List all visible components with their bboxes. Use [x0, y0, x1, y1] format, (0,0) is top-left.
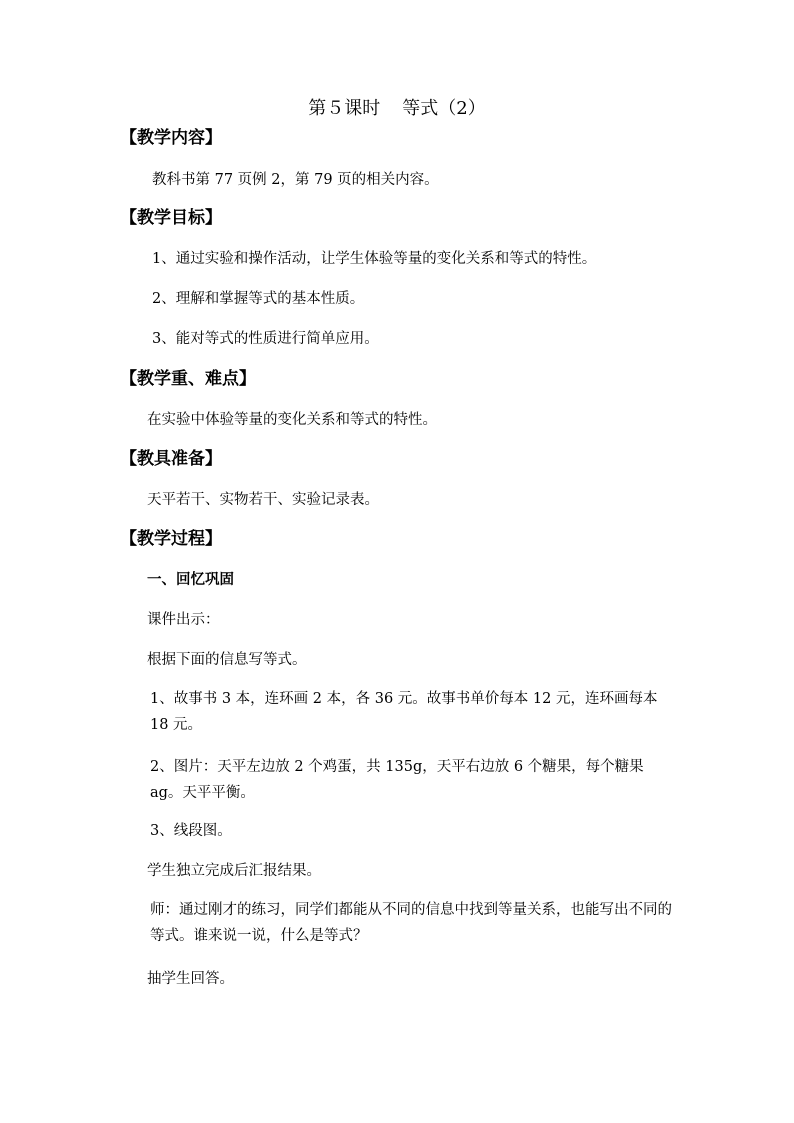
heading-teaching-process: 【教学过程】	[120, 529, 222, 549]
goal-item-1: 1、通过实验和操作活动，让学生体验等量的变化关系和等式的特性。	[152, 251, 597, 267]
process-teacher-question: 师：通过刚才的练习，同学们都能从不同的信息中找到等量关系，也能写出不同的等式。谁来说一说，什么是等式？	[150, 902, 672, 944]
process-student-answer: 抽学生回答。	[147, 971, 234, 987]
heading-key-points: 【教学重、难点】	[120, 369, 256, 389]
process-student-report: 学生独立完成后汇报结果。	[147, 863, 321, 879]
process-courseware-line: 课件出示：	[147, 612, 220, 628]
teaching-content-text: 教科书第 77 页例 2，第 79 页的相关内容。	[152, 172, 439, 188]
process-subheading-review: 一、回忆巩固	[147, 571, 234, 588]
title-lesson: 第５课时	[308, 98, 381, 119]
teaching-tools-text: 天平若干、实物若干、实验记录表。	[147, 492, 379, 508]
key-points-text: 在实验中体验等量的变化关系和等式的特性。	[147, 412, 437, 428]
process-item-3: 3、线段图。	[150, 823, 232, 839]
title-topic: 等式（2）	[402, 98, 486, 119]
process-instruction-line: 根据下面的信息写等式。	[147, 652, 307, 668]
page-title	[0, 96, 794, 122]
heading-teaching-tools: 【教具准备】	[120, 449, 222, 469]
goal-item-3: 3、能对等式的性质进行简单应用。	[152, 331, 379, 347]
process-item-1: 1、故事书 3 本，连环画 2 本，各 36 元。故事书单价每本 12 元，连环画每本 18 元。	[150, 691, 658, 733]
goal-item-2: 2、理解和掌握等式的基本性质。	[152, 291, 365, 307]
heading-teaching-content: 【教学内容】	[120, 128, 222, 148]
heading-teaching-goals: 【教学目标】	[120, 208, 222, 228]
process-item-2: 2、图片：天平左边放 2 个鸡蛋，共 135g，天平右边放 6 个糖果，每个糖果 ag。天平平衡。	[150, 759, 644, 801]
